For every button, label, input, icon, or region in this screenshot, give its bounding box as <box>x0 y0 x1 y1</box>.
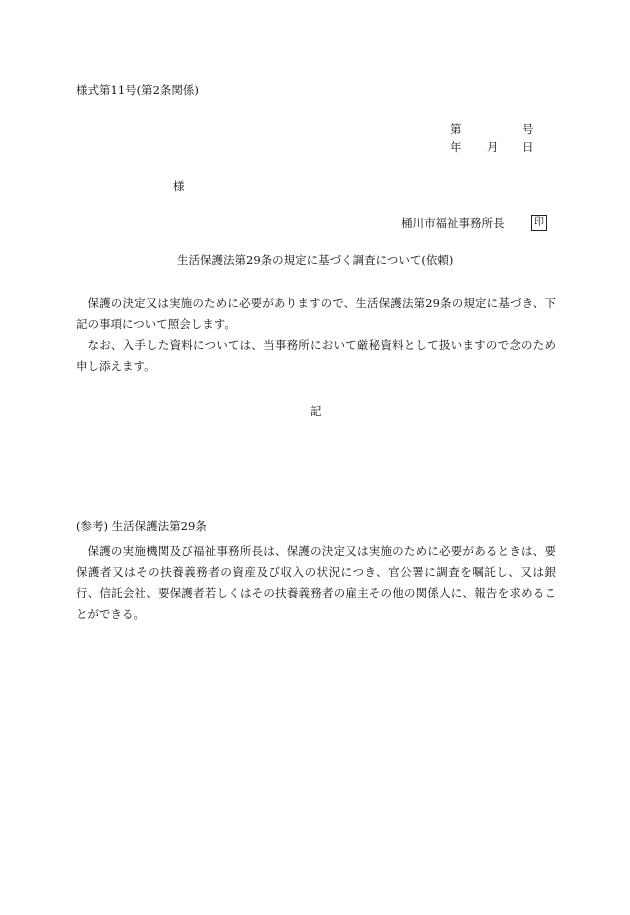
addressee-honorific: 様 <box>173 179 185 193</box>
body-paragraph-2: なお、入手した資料については、当事務所において厳秘資料として扱いますので念のため申し添えます。 <box>76 338 556 373</box>
document-title: 生活保護法第29条の規定に基づく調査について(依頼) <box>177 253 454 267</box>
date-day-label: 日 <box>522 140 534 154</box>
date-month-label: 月 <box>487 140 499 154</box>
body-text <box>76 293 556 377</box>
reference-text-block <box>76 541 556 625</box>
reference-text: 保護の実施機関及び福祉事務所長は、保護の決定又は実施のために必要があるときは、要保護者又はその扶養義務者の資産及び収入の状況につき、官公署に調査を嘱託し、又は銀行、信託会社、要保護者若しくはその扶養義務者の雇主その他の関係人に、報告を求めることができる。 <box>76 544 556 621</box>
number-suffix: 号 <box>522 122 534 136</box>
date-year-label: 年 <box>450 140 462 154</box>
sender-name: 桶川市福祉事務所長 <box>401 216 505 230</box>
ki-heading: 記 <box>310 404 322 418</box>
reference-heading: (参考) 生活保護法第29条 <box>76 519 207 533</box>
number-prefix: 第 <box>450 122 462 136</box>
form-number: 様式第11号(第2条関係) <box>76 83 199 97</box>
body-paragraph-1: 保護の決定又は実施のために必要がありますので、生活保護法第29条の規定に基づき、下記の事項について照会します。 <box>76 296 556 331</box>
seal-stamp: 印 <box>531 215 547 231</box>
